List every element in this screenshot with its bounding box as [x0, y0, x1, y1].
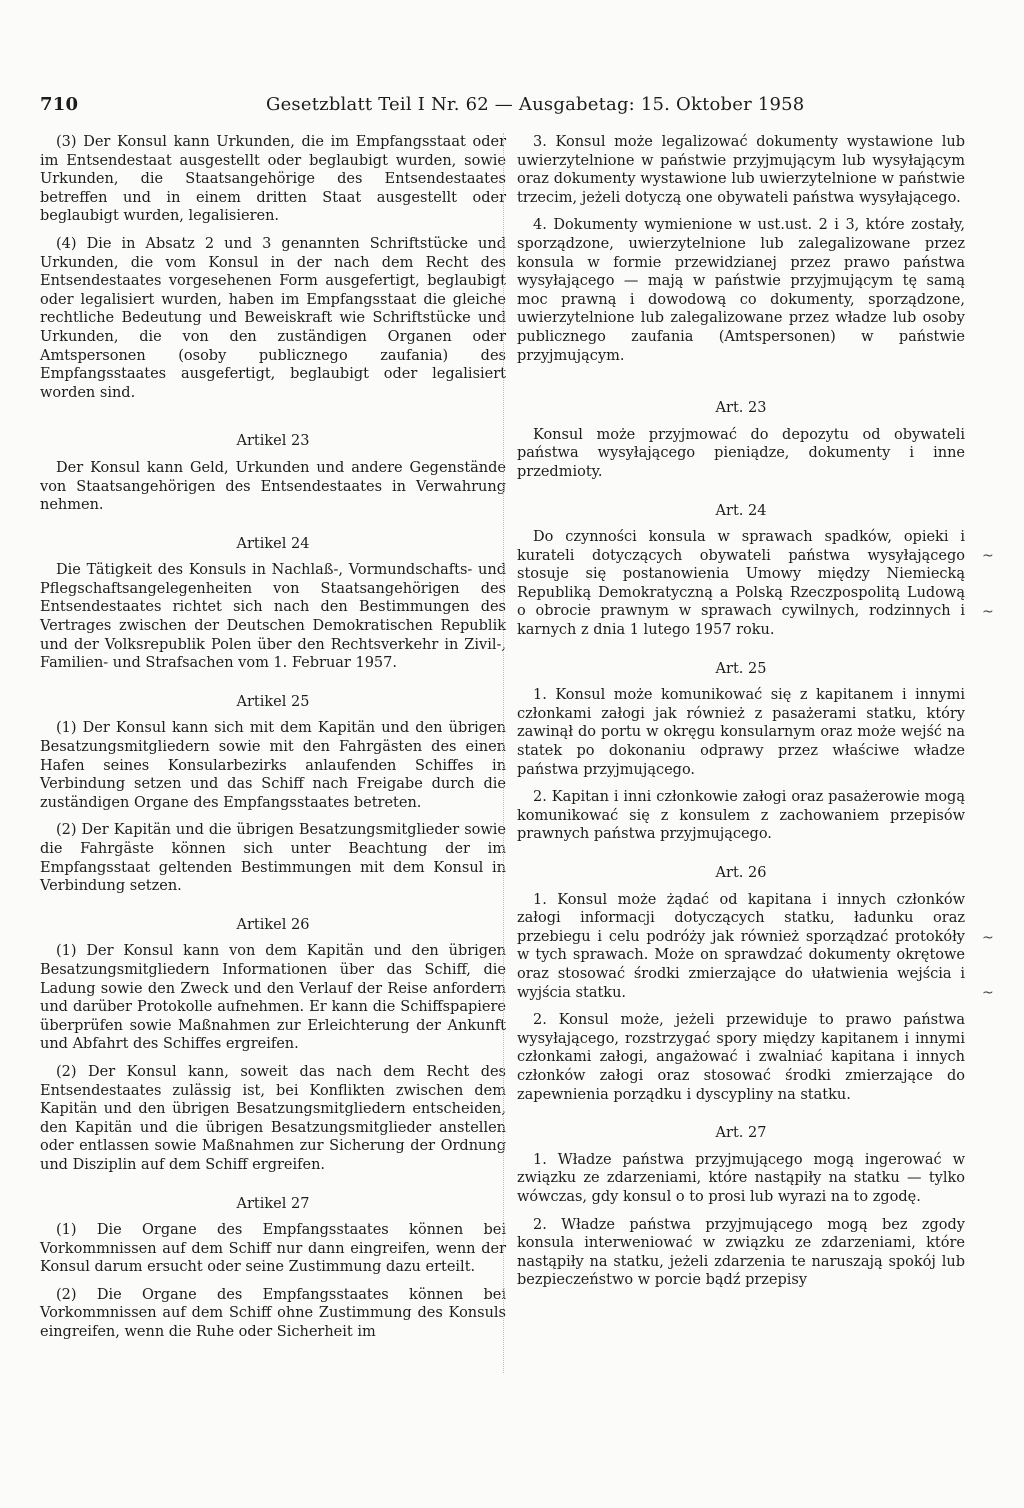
margin-mark: ~ — [982, 548, 994, 564]
article-heading: Artikel 26 — [236, 916, 310, 933]
paragraph: (2) Die Organe des Empfangsstaates können bei Vorkommnissen auf dem Schiff ohne Zustimmung des Konsuls eingreifen, wenn die Ruhe oder Sicherheit im — [40, 1286, 506, 1341]
page-number: 710 — [40, 94, 79, 115]
paragraph: Konsul może przyjmować do depozytu od obywateli państwa wysyłającego pieniądze, dokumenty i inne przedmioty. — [517, 426, 965, 480]
paragraph: 1. Konsul może komunikować się z kapitanem i innymi członkami załogi jak również z pasażerami statku, który zawinął do portu w okręgu konsularnym oraz może wejść na statek po dokonaniu odprawy przez właściwe władze państwa przyjmującego. — [517, 687, 965, 778]
article-heading: Artikel 25 — [236, 693, 310, 710]
article-heading: Art. 25 — [715, 660, 767, 677]
paragraph: (3) Der Konsul kann Urkunden, die im Empfangsstaat oder im Entsendestaat ausgestellt oder beglaubigt wurden, sowie Urkunden, die Staatsangehörige des Entsendestaates betreffen und in einem dritten Staat ausgestellt oder beglaubigt wurden, legalisieren. — [40, 134, 506, 225]
article-heading: Artikel 23 — [236, 433, 310, 450]
margin-mark: ~ — [982, 985, 994, 1001]
polish-column — [517, 133, 965, 1299]
page-header — [40, 94, 976, 120]
paragraph: Do czynności konsula w sprawach spadków, opieki i kurateli dotyczących obywateli państwa wysyłającego stosuje się postanowienia Umowy między Niemiecką Republiką Demokratyczną a Polską Rzeczpospolitą Ludową o obrocie prawnym w sprawach cywilnych, rodzinnych i karnych z dnia 1 lutego 1957 roku. — [517, 529, 965, 639]
paragraph: 2. Konsul może, jeżeli przewiduje to prawo państwa wysyłającego, rozstrzygać spory między kapitanem i innymi członkami załogi, angażować i zwalniać kapitana i innych członków załogi oraz stosować środki zmierzające do zapewnienia porządku i dyscypliny na statku. — [517, 1012, 965, 1103]
paragraph: 2. Kapitan i inni członkowie załogi oraz pasażerowie mogą komunikować się z konsulem z zachowaniem przepisów prawnych państwa przyjmującego. — [517, 789, 965, 843]
column-divider — [503, 133, 504, 1373]
paragraph: (4) Die in Absatz 2 und 3 genannten Schriftstücke und Urkunden, die vom Konsul in der nach dem Recht des Entsendestaates vorgesehenen Form ausgefertigt, beglaubigt oder legalisiert wurden, haben im Empfangsstaat die gleiche rechtliche Bedeutung und Beweiskraft wie Schriftstücke und Urkunden, die von den zuständigen Organen oder Amtspersonen (osoby publicznego zaufania) des Empfangsstaates ausgefertigt, beglaubigt oder legalisiert worden sind. — [40, 235, 506, 401]
article-heading: Artikel 27 — [236, 1195, 310, 1212]
article-heading: Art. 24 — [715, 502, 767, 519]
paragraph: Die Tätigkeit des Konsuls in Nachlaß-, Vormundschafts- und Pflegschaftsangelegenheiten von Staatsangehörigen des Entsendestaates richtet sich nach den Bestimmungen des Vertrages zwischen der Deutschen Demokratischen Republik und der Volksrepublik Polen über den Rechtsverkehr in Zivil-, Familien- und Strafsachen vom 1. Februar 1957. — [40, 562, 506, 672]
paragraph: (1) Der Konsul kann von dem Kapitän und den übrigen Besatzungsmitgliedern Informationen über das Schiff, die Ladung sowie den Zweck und den Verlauf der Reise anfordern und darüber Protokolle aufnehmen. Er kann die Schiffspapiere überprüfen sowie Maßnahmen zur Erleichterung der Ankunft und Abfahrt des Schiffes ergreifen. — [40, 943, 506, 1053]
margin-mark: ~ — [982, 930, 994, 946]
margin-mark: ~ — [982, 604, 994, 620]
article-heading: Art. 26 — [715, 865, 767, 881]
gazette-title: Gesetzblatt Teil I Nr. 62 — Ausgabetag: 15. Oktober 1958 — [266, 94, 805, 115]
paragraph: Der Konsul kann Geld, Urkunden und andere Gegenstände von Staatsangehörigen des Entsendestaates in Verwahrung nehmen. — [40, 459, 506, 514]
paragraph: 1. Władze państwa przyjmującego mogą ingerować w związku ze zdarzeniami, które nastąpiły na statku — tylko wówczas, gdy konsul o to prosi lub wyrazi na to zgodę. — [517, 1151, 965, 1205]
paragraph: (2) Der Kapitän und die übrigen Besatzungsmitglieder sowie die Fahrgäste können sich unter Beachtung der im Empfangsstaat geltenden Bestimmungen mit dem Konsul in Verbindung setzen. — [40, 822, 506, 895]
german-column — [40, 133, 506, 1351]
paragraph: 2. Władze państwa przyjmującego mogą bez zgody konsula interweniować w związku ze zdarzeniami, które nastąpiły na statku, jeżeli zdarzenia te naruszają spokój lub bezpieczeństwo w porcie bądź przepisy — [517, 1216, 965, 1289]
paragraph: 1. Konsul może żądać od kapitana i innych członków załogi informacji dotyczących statku, ładunku oraz przebiegu i celu podróży jak również sporządzać protokóły w tych sprawach. Może on sprawdzać dokumenty okrętowe oraz stosować środki zmierzające do ułatwienia wejścia i wyjścia statku. — [517, 891, 965, 1001]
article-heading: Artikel 24 — [236, 535, 310, 552]
paragraph: 3. Konsul może legalizować dokumenty wystawione lub uwierzytelnione w państwie przyjmującym lub wysyłającym oraz dokumenty wystawione lub uwierzytelnione w państwie trzecim, jeżeli dotyczą one obywateli państwa wysyłającego. — [517, 134, 965, 206]
paragraph: (2) Der Konsul kann, soweit das nach dem Recht des Entsendestaates zulässig ist, bei Konflikten zwischen dem Kapitän und den übrigen Besatzungsmitgliedern entscheiden, den Kapitän und die übrigen Besatzungsmitglieder anstellen oder entlassen sowie Maßnahmen zur Sicherung der Ordnung und Disziplin auf dem Schiff ergreifen. — [40, 1063, 506, 1173]
article-heading: Art. 27 — [715, 1125, 767, 1142]
paragraph: 4. Dokumenty wymienione w ust.ust. 2 i 3, które zostały, sporządzone, uwierzytelnione lub zalegalizowane przez konsula w formie przewidzianej przez prawo państwa wysyłającego — mają w państwie przyjmującym tę samą moc prawną i dowodową co dokumenty, sporządzone, uwierzytelnione lub zalegalizowane przez władze lub osoby publicznego zaufania (Amtspersonen) w państwie przyjmującym. — [517, 217, 965, 364]
paragraph: (1) Der Konsul kann sich mit dem Kapitän und den übrigen Besatzungsmitgliedern sowie mit den Fahrgästen des einen Hafen seines Konsularbezirks anlaufenden Schiffes in Verbindung setzen und das Schiff nach Freigabe durch die zuständigen Organe des Empfangsstaates betreten. — [40, 720, 506, 811]
article-heading: Art. 23 — [715, 400, 767, 417]
paragraph: (1) Die Organe des Empfangsstaates können bei Vorkommnissen auf dem Schiff nur dann eingreifen, wenn der Konsul darum ersucht oder seine Zustimmung dazu erteilt. — [40, 1222, 506, 1276]
